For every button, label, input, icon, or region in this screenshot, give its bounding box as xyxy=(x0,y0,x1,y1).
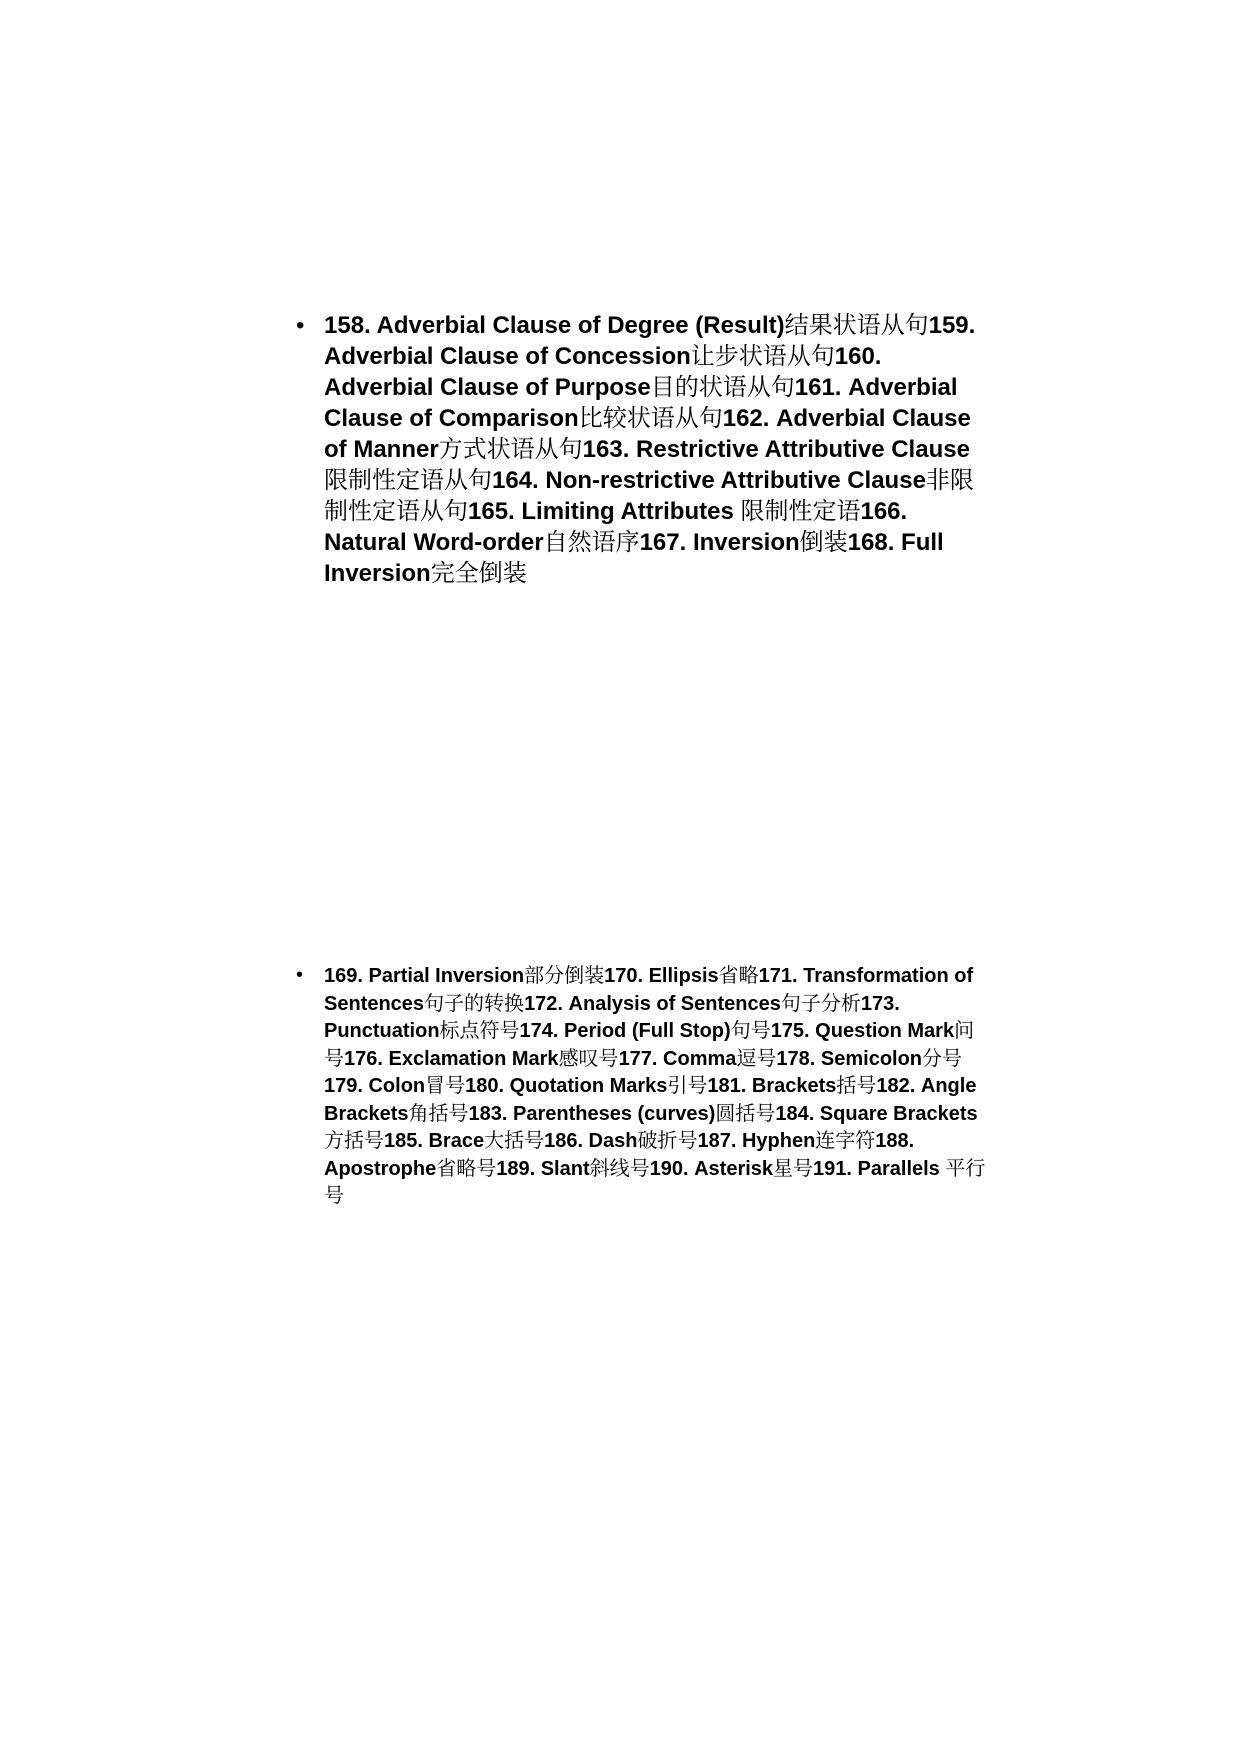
term-english: 177. Comma xyxy=(618,1047,737,1070)
term-english: 173. Punctuation xyxy=(324,992,900,1042)
term-chinese: 省略号 xyxy=(436,1155,497,1180)
term-chinese: 完全倒装 xyxy=(430,559,527,587)
term-english: 180. Quotation Marks xyxy=(465,1075,668,1097)
term-chinese: 问号 xyxy=(324,1018,975,1070)
term-english: 158. Adverbial Clause of Degree (Result) xyxy=(324,312,785,339)
bullet-icon: • xyxy=(296,312,305,339)
term-chinese: 引号 xyxy=(667,1073,708,1097)
term-english: 185. Brace xyxy=(384,1130,485,1152)
term-chinese: 非限制性定语从句 xyxy=(324,466,974,525)
term-english: 165. Limiting Attributes xyxy=(468,498,741,525)
term-chinese: 破折号 xyxy=(637,1128,698,1152)
term-chinese: 比较状语从句 xyxy=(578,404,723,432)
bullet-icon: • xyxy=(296,964,304,986)
term-english: 188. Apostrophe xyxy=(324,1130,915,1180)
term-chinese: 括号 xyxy=(836,1073,877,1097)
term-english: 160. Adverbial Clause of Purpose xyxy=(324,343,882,401)
term-english: 159. Adverbial Clause of Concession xyxy=(324,312,976,370)
term-english: 167. Inversion xyxy=(639,529,800,556)
term-chinese: 圆括号 xyxy=(715,1100,776,1125)
term-chinese: 连字符 xyxy=(815,1128,876,1152)
term-chinese: 结果状语从句 xyxy=(784,311,929,339)
term-chinese: 方式状语从句 xyxy=(438,435,583,463)
term-chinese: 大括号 xyxy=(484,1128,545,1152)
term-chinese: 限制性定语从句 xyxy=(324,466,492,494)
term-english: 169. Partial Inversion xyxy=(324,965,525,987)
glossary-entries xyxy=(324,965,985,1207)
term-chinese: 句子分析 xyxy=(780,990,861,1015)
term-chinese: 句子的转换 xyxy=(424,990,525,1015)
term-chinese: 部分倒装 xyxy=(524,963,605,987)
term-chinese: 目的状语从句 xyxy=(650,373,795,401)
term-chinese: 星号 xyxy=(773,1155,814,1180)
term-chinese: 省略 xyxy=(718,963,759,987)
term-chinese: 标点符号 xyxy=(439,1018,520,1042)
term-chinese: 平行号 xyxy=(324,1155,986,1207)
term-english: 175. Question Mark xyxy=(770,1020,955,1042)
term-chinese: 逗号 xyxy=(736,1045,777,1070)
term-english: 191. Parallels xyxy=(813,1157,946,1180)
term-english: 182. Angle Brackets xyxy=(324,1075,977,1125)
term-chinese: 限制性定语 xyxy=(740,497,861,525)
term-english: 174. Period (Full Stop) xyxy=(519,1020,731,1042)
term-english: 187. Hyphen xyxy=(697,1130,816,1152)
term-english: 172. Analysis of Sentences xyxy=(524,992,781,1015)
term-chinese: 自然语序 xyxy=(543,528,640,556)
term-english: 183. Parentheses (curves) xyxy=(468,1102,716,1125)
glossary-entries xyxy=(324,312,975,587)
term-english: 171. Transformation of Sentences xyxy=(324,965,974,1015)
term-english: 168. Full Inversion xyxy=(324,529,944,587)
term-english: 189. Slant xyxy=(496,1157,590,1180)
term-english: 164. Non-restrictive Attributive Clause xyxy=(492,467,926,494)
glossary-bullet-item xyxy=(296,962,986,1210)
term-chinese: 角括号 xyxy=(408,1100,469,1125)
glossary-list-block-2 xyxy=(296,962,986,1210)
term-english: 170. Ellipsis xyxy=(604,965,719,987)
term-chinese: 分号 xyxy=(922,1045,963,1070)
term-chinese: 斜线号 xyxy=(589,1155,650,1180)
term-english: 190. Asterisk xyxy=(649,1157,774,1180)
term-chinese: 让步状语从句 xyxy=(690,342,835,370)
term-chinese: 句号 xyxy=(730,1018,771,1042)
term-english: 166. Natural Word-order xyxy=(324,498,908,556)
term-chinese: 方括号 xyxy=(324,1128,384,1152)
term-english: 178. Semicolon xyxy=(776,1047,923,1070)
term-english: 179. Colon xyxy=(324,1075,426,1097)
term-english: 186. Dash xyxy=(544,1130,638,1152)
term-english: 181. Brackets xyxy=(707,1075,837,1097)
term-chinese: 感叹号 xyxy=(558,1045,619,1070)
term-english: 163. Restrictive Attributive Clause xyxy=(582,436,970,463)
term-english: 184. Square Brackets xyxy=(775,1102,978,1125)
term-english: 162. Adverbial Clause of Manner xyxy=(324,405,971,463)
glossary-bullet-item xyxy=(296,310,986,589)
term-chinese: 冒号 xyxy=(425,1073,466,1097)
term-english: 176. Exclamation Mark xyxy=(344,1047,559,1070)
glossary-list-block-1 xyxy=(296,310,986,589)
term-chinese: 倒装 xyxy=(799,528,848,556)
term-english: 161. Adverbial Clause of Comparison xyxy=(324,374,958,432)
